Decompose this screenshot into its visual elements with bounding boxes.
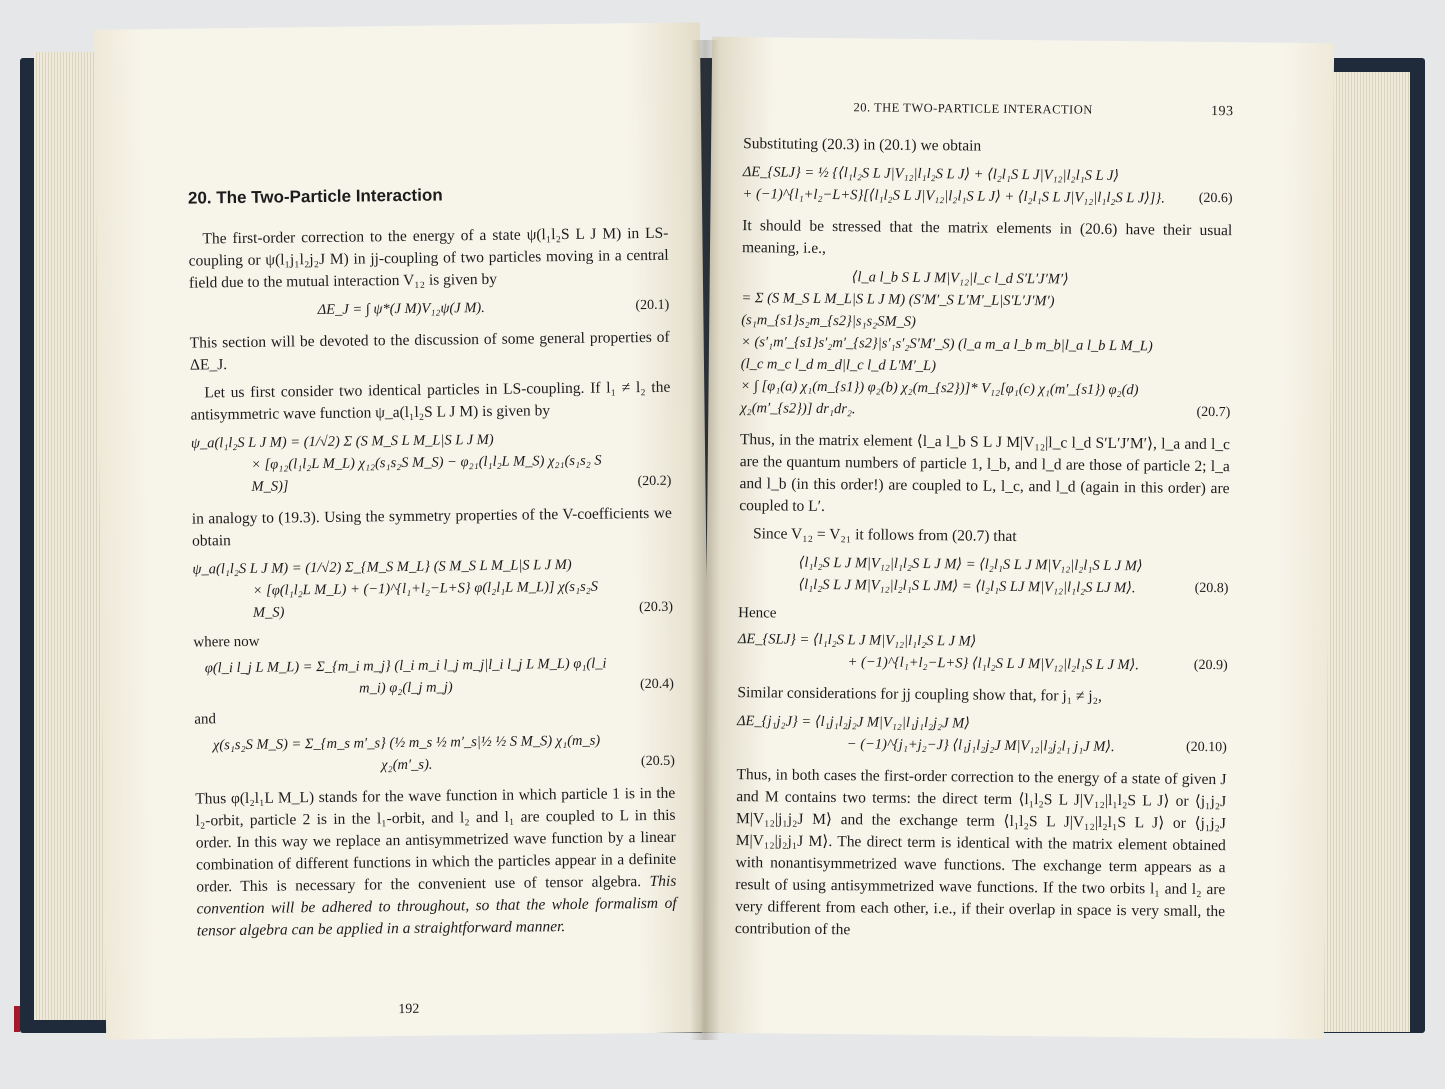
equation-line: ΔE_{SLJ} = ⟨l₁l₂S L J M|V₁₂|l₁l₂S L J M⟩ [737,631,977,650]
equation-line: ψ_a(l₁l₂S L J M) = (1/√2) Σ_{M_S M_L} (S M_S L M_L|S L J M) [192,556,572,578]
paragraph-since: Since V₁₂ = V₂₁ it follows from (20.7) that [752,525,1017,545]
equation-line: × [φ(l₁l₂L M_L) + (−1)^{l₁+l₂−L+S} φ(l₂l₁L M_L)] χ(s₁s₂S M_S) [252,578,599,621]
equation-20-2 [191,427,672,499]
equation-number: (20.8) [1194,580,1229,597]
equation-line: ψ_a(l₁l₂S L J M) = (1/√2) Σ (S M_S L M_L|S L J M) [190,431,494,452]
paragraph-substituting: Substituting (20.3) in (20.1) we obtain [743,135,982,155]
equation-text: ΔE_J = ∫ ψ*(J M)V₁₂ψ(J M). [317,299,485,319]
paragraph-convention-italic: This convention will be adhered to throughout, so that the whole formalism of tensor algebra can be applied in a straightforward manner. [196,872,677,940]
paragraph-convention-text: Thus φ(l₂l₁L M_L) stands for the wave function in which particle 1 is in the l₂-orbit, particle 2 is in the l₁-orbit, and l₂ and l₁ are coupled to L in this order. In this way we replace an antisymmetrized wave function by a linear combination of different functions in which the particles appear in a definite order. This is necessary for the convenient use of tensor algebra. [195,784,677,896]
equation-line: ΔE_{SLJ} = ½ {⟨l₁l₂S L J|V₁₂|l₁l₂S L J⟩ + ⟨l₂l₁S L J|V₁₂|l₂l₁S L J⟩ [742,164,1120,185]
equation-20-10 [737,710,1227,759]
ribbon-bookmark [14,1006,20,1032]
section-heading: 20. The Two-Particle Interaction [187,185,443,208]
equation-20-9 [738,628,1228,677]
right-page [702,37,1334,1039]
running-head-title: 20. THE TWO-PARTICLE INTERACTION [853,100,1093,117]
equation-line: × ∫ [φ₁(a) χ₁(m_{s1}) φ₂(b) χ₂(m_{s2})]* V₁₂[φ₁(c) χ₁(m′_{s1}) φ₂(d) χ₂(m′_{s2})] dr₁dr₂. [740,378,1139,418]
equation-number: (20.2) [637,473,672,490]
paragraph-convention [195,783,677,943]
paragraph-analogy: in analogy to (19.3). Using the symmetry properties of the V-coefficients we obtain [191,504,672,550]
equation-number: (20.3) [639,599,674,616]
text-and: and [194,711,217,728]
equation-line: × [φ₁₂(l₁l₂L M_L) χ₁₂(s₁s₂S M_S) − φ₂₁(l₁l₂L M_S) χ₂₁(s₁s₂ S M_S)] [251,452,602,495]
equation-line: × (s′₁m′_{s1}s′₂m′_{s2}|s′₁s′₂S′M′_S) (l_a m_a l_b m_b|l_a l_b L M_L) (l_c m_c l_d m_d|l_c l_d L′M′_L) [740,334,1153,375]
book-gutter [690,40,720,1040]
equation-number: (20.6) [1198,190,1233,207]
paragraph-purpose: This section will be devoted to the discussion of some general properties of ΔE_J. [189,328,670,374]
equation-20-1 [189,295,669,323]
paragraph-identical-particles: Let us first consider two identical particles in LS-coupling. If l₁ ≠ l₂ the antisymmetric wave function ψ_a(l₁l₂S L J M) is given by [190,378,671,424]
equation-line: = Σ (S M_S L M_L|S L J M) (S′M′_S L′M′_L|S′L′J′M′) (s₁m_{s1}s₂m_{s2}|s₁s₂SM_S) [741,290,1055,330]
page-number: 193 [1210,103,1234,120]
equation-number: (20.9) [1193,657,1228,674]
equation-number: (20.7) [1196,404,1231,421]
equation-text: χ(s₁s₂S M_S) = Σ_{m_s m′_s} (½ m_s ½ m′_s|½ ½ S M_S) χ₁(m_s) χ₂(m′_s). [212,732,601,774]
equation-number: (20.5) [640,753,675,770]
equation-line: ΔE_{j₁j₂J} = ⟨l₁j₁l₂j₂J M|V₁₂|l₁j₁l₂j₂J M⟩ [736,713,971,732]
left-page [94,22,712,1039]
paragraph-matrix-element: Thus, in the matrix element ⟨l_a l_b S L J M|V₁₂|l_c l_d S′L′J′M′⟩, l_a and l_c are the quantum numbers of particle 1, l_b, and l_d are those of particle 2; l_a and l_b (in this order!) are coupled to L, l_c, and l_d (again in this order) are coupled to L′. [739,431,1231,515]
equation-line: ⟨l_a l_b S L J M|V₁₂|l_c l_d S′L′J′M′⟩ [851,269,1069,288]
equation-line: − (−1)^{j₁+j₂−J} ⟨l₁j₁l₂j₂J M|V₁₂|l₂j₂l₁ j₁J M⟩. [846,736,1115,756]
text-hence: Hence [738,605,777,622]
paragraph-jj-coupling: Similar considerations for jj coupling show that, for j₁ ≠ j₂, [737,684,1103,705]
equation-line: + (−1)^{l₁+l₂−L+S} ⟨l₁l₂S L J M|V₁₂|l₂l₁S L J M⟩. [847,654,1140,674]
equation-line: ⟨l₁l₂S L J M|V₁₂|l₂l₁S L JM⟩ = ⟨l₂l₁S LJ M|V₁₂|l₁l₂S LJ M⟩. [798,576,1136,597]
equation-line: + (−1)^{l₁+l₂−L+S}[⟨l₁l₂S L J|V₁₂|l₂l₁S L J⟩ + ⟨l₂l₁S L J|V₁₂|l₁l₂S L J⟩]}. [742,186,1165,207]
equation-20-3 [192,553,673,625]
page-number: 192 [398,1001,420,1018]
equation-20-6 [742,161,1232,210]
running-head [743,99,1233,120]
equation-20-7 [740,265,1232,424]
equation-line: ⟨l₁l₂S L J M|V₁₂|l₁l₂S L J M⟩ = ⟨l₂l₁S L J M|V₁₂|l₂l₁S L J M⟩ [798,554,1143,575]
paragraph-direct-exchange: Thus, in both cases the first-order correction to the energy of a state of given J and M contains two terms: the direct term ⟨l₁l₂S L J|V₁₂|l₁l₂S L J⟩ or ⟨j₁j₂J M|V₁₂|j₁j₂J M⟩ and the exchange term ⟨l₁l₂S L J|V₁₂|l₂l₁S L J⟩ or ⟨j₁j₂J M|V₁₂|j₂j₁J M⟩. The direct term is identical with the matrix element obtained with nonantisymmetrized wave functions. The exchange term appears as a result of using antisymmetrized wave functions. If the two orbits l₁ and l₂ are very different from each other, i.e., if their overlap in space is very small, the contribution of the [734,766,1227,939]
equation-20-8 [738,551,1228,600]
equation-text: φ(l_i l_j L M_L) = Σ_{m_i m_j} (l_i m_i l_j m_j|l_i l_j L M_L) φ₁(l_i m_i) φ₂(l_j m_j) [204,655,607,697]
equation-20-5 [194,729,675,779]
equation-number: (20.1) [635,297,670,314]
equation-number: (20.10) [1185,739,1227,756]
equation-20-4 [194,652,675,702]
equation-number: (20.4) [639,676,674,693]
paragraph-stressed: It should be stressed that the matrix elements in (20.6) have their usual meaning, i.e., [741,217,1233,257]
paragraph-intro: The first-order correction to the energy of a state ψ(l₁l₂S L J M) in LS-coupling or ψ(l₁j₁l₂j₂J M) in jj-coupling of two particles moving in a central field due to the mutual interaction V₁₂ is given by [188,224,669,292]
text-where-now: where now [193,633,260,651]
